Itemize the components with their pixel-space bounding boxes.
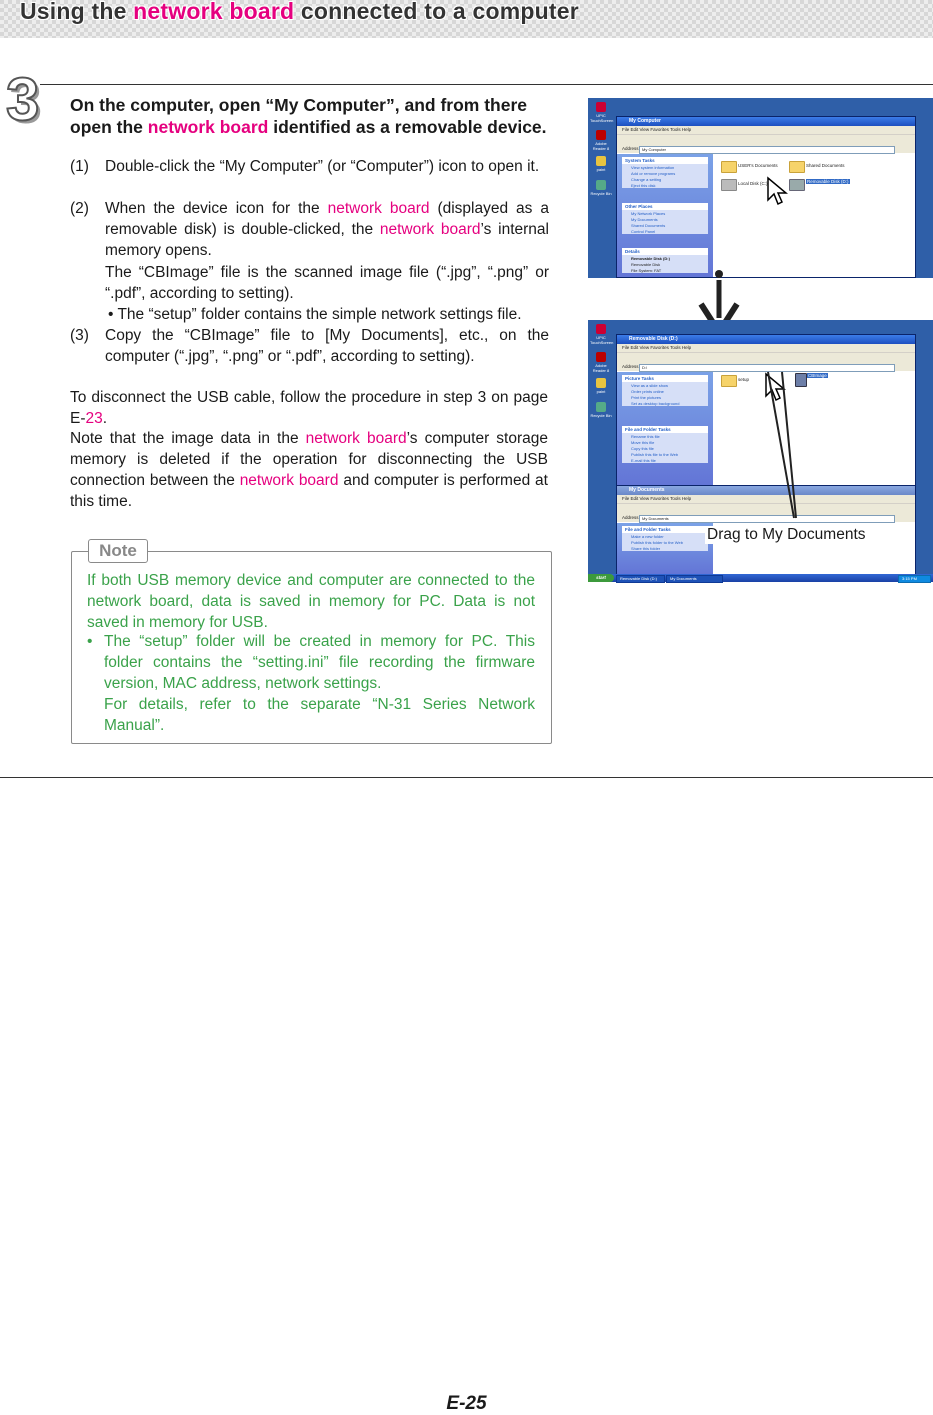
taskbar xyxy=(588,574,933,582)
page-header-title: Using the network board connected to a computer xyxy=(20,0,579,24)
recycle-bin-icon xyxy=(596,402,606,412)
storage-paragraph: Note that the image data in the network board’s computer storage memory is deleted if the operation for disconnecting the USB connection between the network board and computer is performed at this time. xyxy=(70,430,549,510)
adobe-reader-icon xyxy=(596,352,606,362)
disconnect-paragraph: To disconnect the USB cable, follow the procedure in step 3 on page E-23. xyxy=(70,389,548,427)
touchscreen-icon xyxy=(596,102,606,112)
paint-icon xyxy=(596,156,606,166)
start-button[interactable]: start xyxy=(588,574,614,582)
removable-disk-icon[interactable] xyxy=(789,179,805,191)
desktop-icon-label: UPIC TouchScreen xyxy=(590,113,614,123)
list-item: Double-click the “My Computer” (or “Computer”) icon to open it. xyxy=(105,158,540,175)
file-folder-tasks-card: File and Folder Tasks Rename this file Move this file Copy this file Publish this file to the Web E-mail this file xyxy=(622,426,708,463)
note-paragraph: If both USB memory device and computer are connected to the network board, data is saved in memory for PC. Data is not saved in memory for USB. xyxy=(87,572,535,631)
address-input[interactable]: My Documents xyxy=(639,515,895,523)
file-folder-tasks-card: File and Folder Tasks Make a new folder Publish this folder to the Web Share this folder xyxy=(622,526,708,551)
setup-folder-icon[interactable] xyxy=(721,375,737,387)
procedure-list xyxy=(0,156,560,366)
note-bullet: • xyxy=(87,633,93,650)
screenshot-removable-disk: UPIC TouchScreen Adobe Reader 8 paint Recycle Bin Removable Disk (D:) File Edit View Favorites Tools Help Address D:\ Picture Tasks View as a slide show Order prints online Print the pictures Set as desktop background File and Folder Tasks Rename this file Move this file Copy this file Publish this file to the Web E-mail this file setup CBImage My Documents File Edit View Favorites Tools Help Address My Documents File and Folder Tasks Make a new folder Publish this folder to the Web Share this folder start Removable Disk (D:) My Documents 3:15 PM xyxy=(588,320,933,582)
drag-label: Drag to My Documents xyxy=(707,526,866,543)
system-tasks-card: System Tasks View system information Add or remove programs Change a setting Eject this disk xyxy=(622,157,708,188)
details-card: Details Removable Disk (D:) Removable Disk File System: FAT xyxy=(622,248,708,273)
taskbar-item[interactable]: My Documents xyxy=(666,575,723,583)
list-number: (1) xyxy=(70,158,89,175)
menu-bar[interactable]: File Edit View Favorites Tools Help xyxy=(617,344,915,352)
other-places-card: Other Places My Network Places My Documents Shared Documents Control Panel xyxy=(622,203,708,234)
list-item: Copy the “CBImage” file to [My Documents], etc., on the computer (“.jpg”, “.png” or “.pdf”, according to setting). xyxy=(105,327,549,365)
page-link[interactable]: 23 xyxy=(85,410,103,427)
address-input[interactable]: D:\ xyxy=(639,364,895,372)
top-rule xyxy=(40,84,933,85)
menu-bar[interactable]: File Edit View Favorites Tools Help xyxy=(617,495,915,503)
bottom-rule xyxy=(0,777,933,778)
task-pane xyxy=(617,523,713,574)
touchscreen-icon xyxy=(596,324,606,334)
address-bar: Address My Computer xyxy=(617,145,915,153)
note-details: For details, refer to the separate “N-31 Series Network Manual”. xyxy=(104,696,535,734)
desktop-icon-label: paint xyxy=(596,167,606,172)
step-title: On the computer, open “My Computer”, and from there open the network board identified as a removable device. xyxy=(70,95,547,137)
window-title: Removable Disk (D:) xyxy=(617,335,915,344)
page-number: E-25 xyxy=(446,1393,487,1414)
adobe-reader-icon xyxy=(596,130,606,140)
window-title: My Documents xyxy=(617,486,915,495)
task-pane xyxy=(617,372,713,485)
address-bar: Address D:\ xyxy=(617,363,915,371)
screenshot-my-computer xyxy=(588,98,933,278)
removable-disk-window: Removable Disk (D:) File Edit View Favorites Tools Help Address D:\ Picture Tasks View as a slide show Order prints online Print the pictures Set as desktop background File and Folder Tasks Rename this file Move this file Copy this file Publish this file to the Web E-mail this file setup CBImage xyxy=(616,334,916,486)
my-computer-window: My Computer File Edit View Favorites Tools Help Address My Computer System Tasks View system information Add or remove programs Change a setting Eject this disk Other Places My Network Places My Documents Shared Documents Control Panel Details Removable Disk (D:) Removable Disk File System: FAT USER's Documents Shared Documents Local Disk (C:) Removable Disk (D:) xyxy=(616,116,916,278)
recycle-bin-icon xyxy=(596,180,606,190)
folder-icon[interactable] xyxy=(789,161,805,173)
list-number: (3) xyxy=(70,327,89,344)
drag-lines xyxy=(760,370,810,530)
local-disk-icon[interactable] xyxy=(721,179,737,191)
list-item-bullet: • The “setup” folder contains the simple network settings file. xyxy=(108,306,522,323)
menu-bar[interactable]: File Edit View Favorites Tools Help xyxy=(617,126,915,134)
window-title: My Computer xyxy=(617,117,915,126)
address-bar: Address My Documents xyxy=(617,514,915,522)
folder-icon[interactable] xyxy=(721,161,737,173)
taskbar-item[interactable]: Removable Disk (D:) xyxy=(616,575,665,583)
list-item-note: The “CBImage” file is the scanned image file (“.jpg”, “.png” or “.pdf”, according to setting). xyxy=(105,264,549,302)
note-bullet-text: The “setup” folder will be created in memory for PC. This folder contains the “setting.ini” file recording the firmware version, MAC address, network settings. xyxy=(104,633,535,692)
clock: 3:15 PM xyxy=(898,575,931,583)
paint-icon xyxy=(596,378,606,388)
note-label: Note xyxy=(88,539,148,563)
picture-tasks-card: Picture Tasks View as a slide show Order prints online Print the pictures Set as desktop background xyxy=(622,375,708,406)
list-item: When the device icon for the network board (displayed as a removable disk) is double-clicked, the network board’s internal memory opens. xyxy=(105,200,549,259)
task-pane xyxy=(617,154,713,277)
desktop-icon-label: Adobe Reader 8 xyxy=(592,141,610,151)
step-number: 3 xyxy=(6,66,40,133)
address-input[interactable]: My Computer xyxy=(639,146,895,154)
list-number: (2) xyxy=(70,200,89,217)
desktop-icon-label: Recycle Bin xyxy=(590,191,612,196)
mouse-cursor-icon xyxy=(766,176,788,208)
